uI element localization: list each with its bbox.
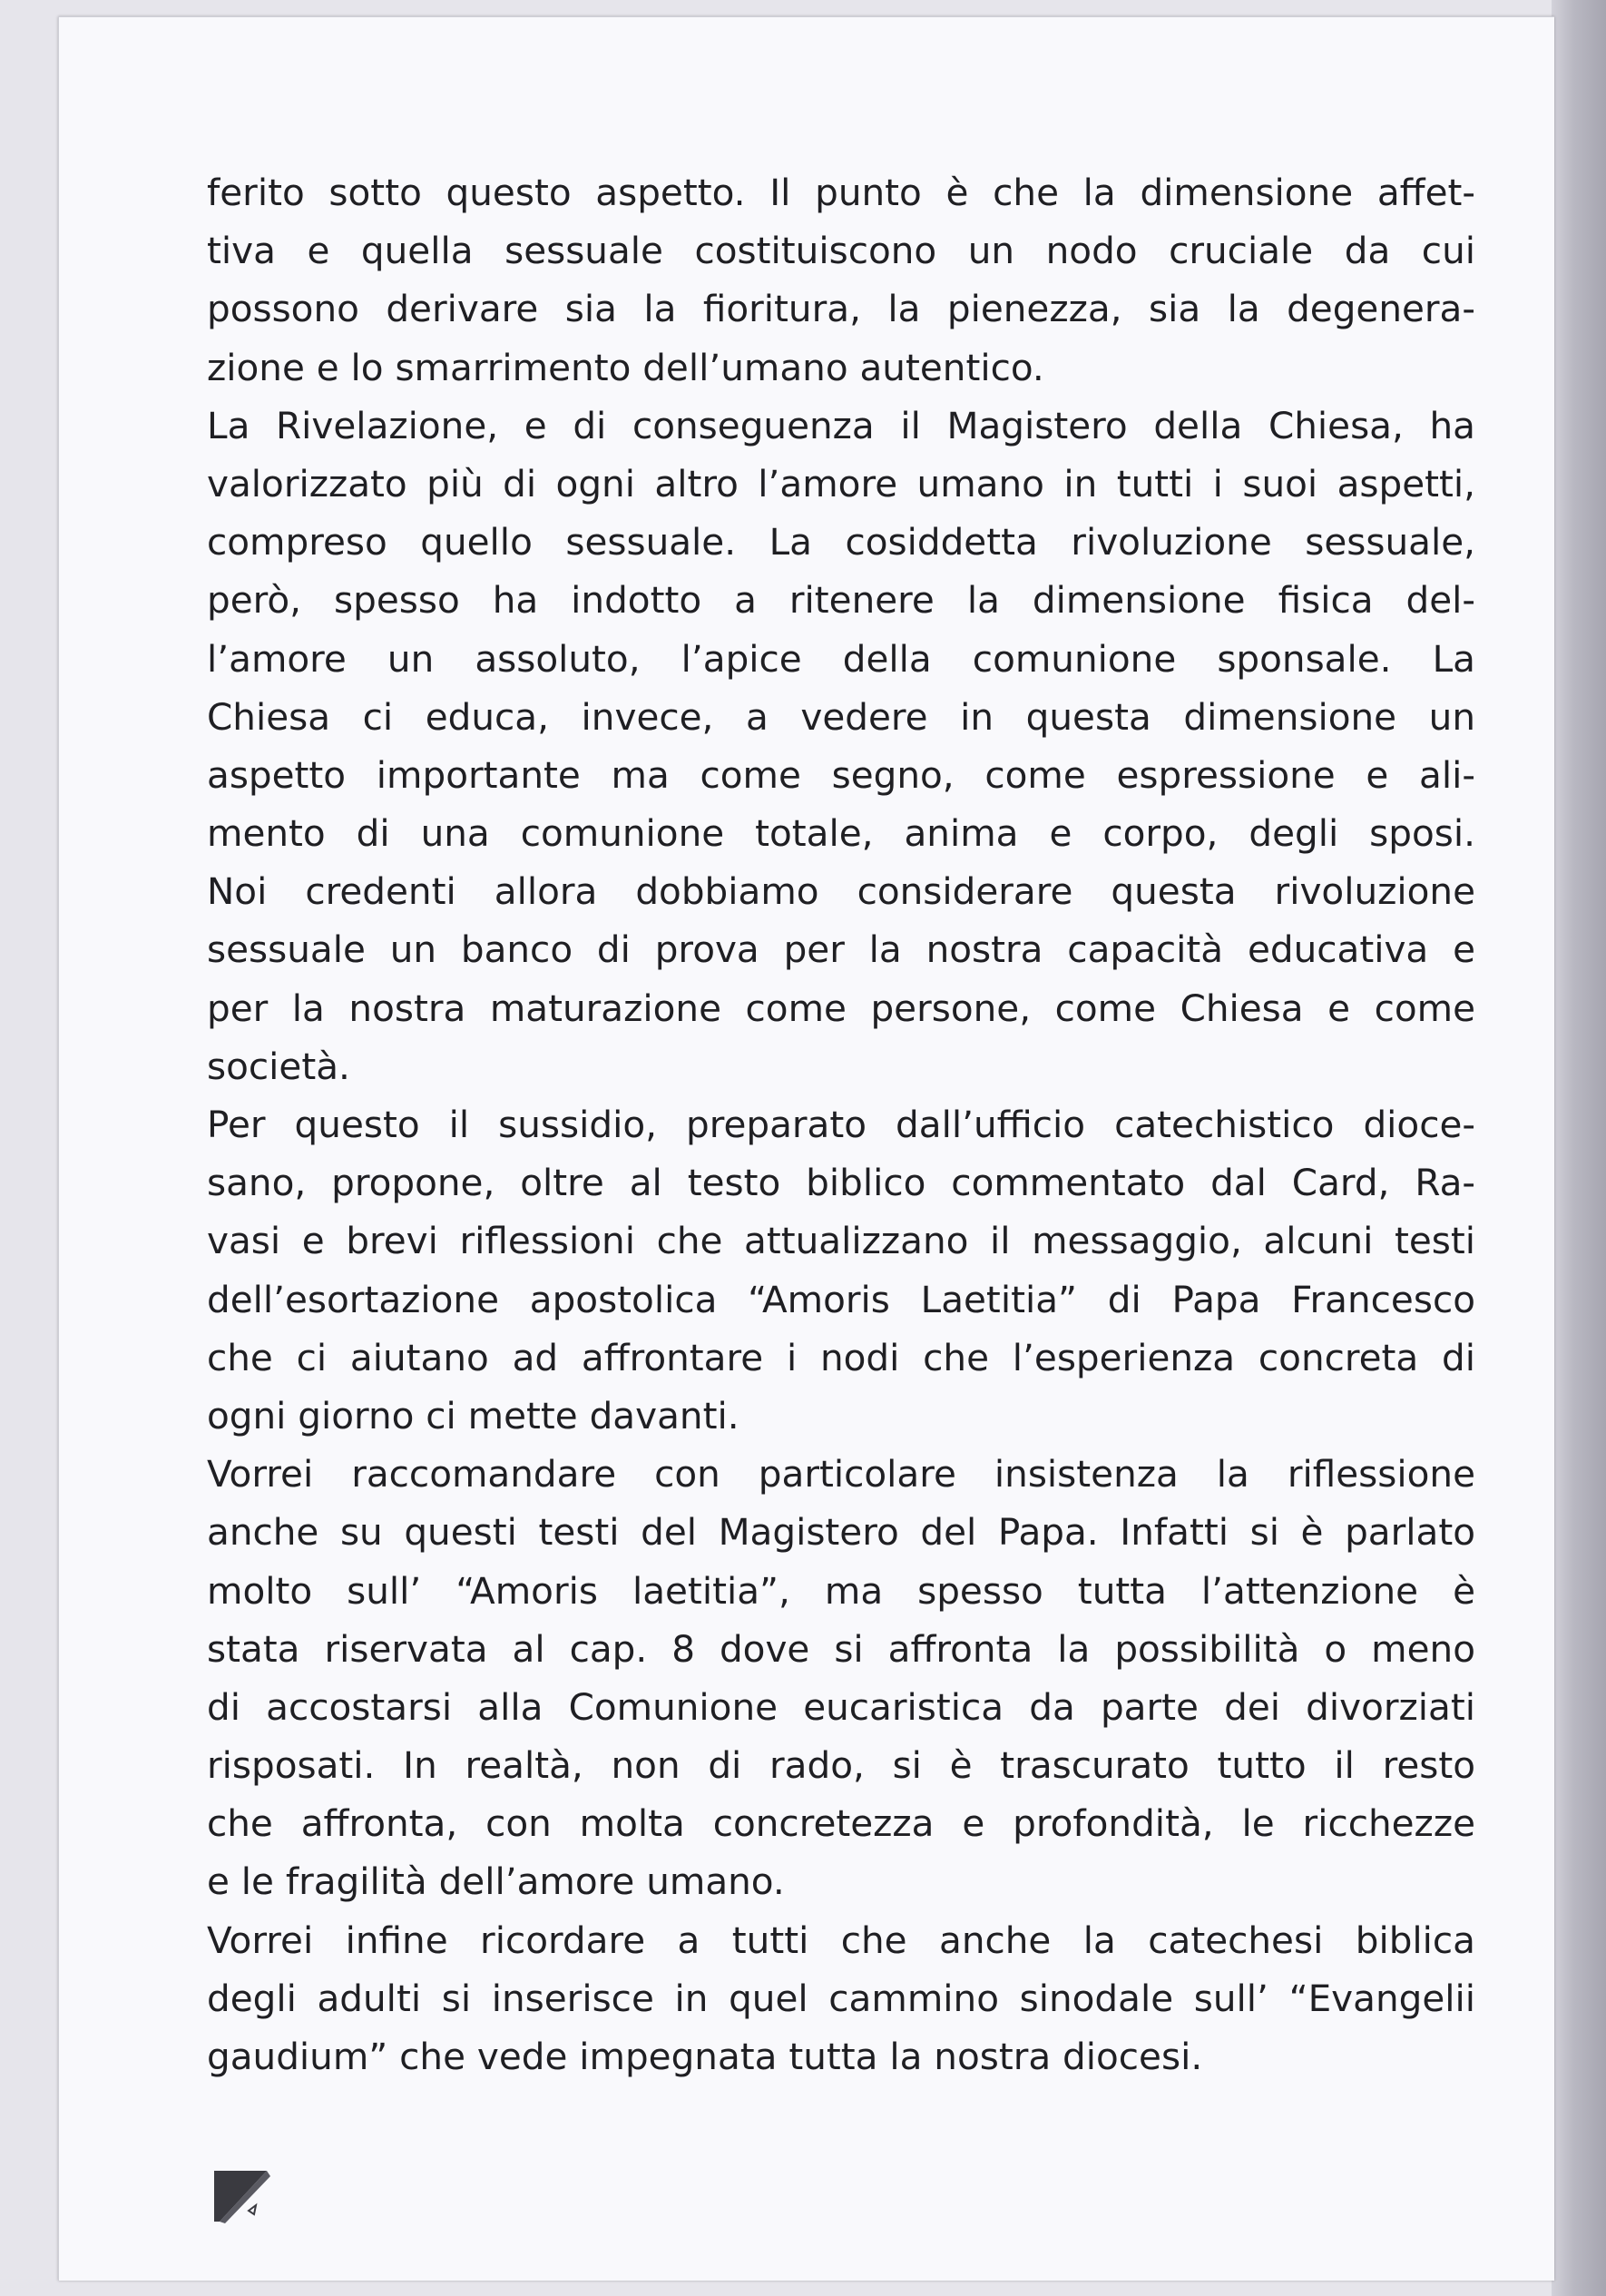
text-line: l’amore un assoluto, l’apice della comunione sponsale. La [207, 636, 1475, 681]
text-line: vasi e brevi riflessioni che attualizzano il messaggio, alcuni testi [207, 1219, 1475, 1263]
text-line: Vorrei infine ricordare a tutti che anche la catechesi biblica [207, 1918, 1475, 1962]
text-line: degli adulti si inserisce in quel cammino sinodale sull’ “Evangelii [207, 1976, 1475, 2020]
text-line: che ci aiutano ad affrontare i nodi che l’esperienza concreta di [207, 1335, 1475, 1379]
paragraph [207, 1911, 1475, 2086]
text-line: che affronta, con molta concretezza e profondità, le ricchezze [207, 1801, 1475, 1846]
paragraph [207, 1095, 1475, 1445]
body-text [207, 163, 1475, 2085]
paragraph [207, 397, 1475, 1095]
text-line: zione e lo smarrimento dell’umano autentico. [207, 345, 1044, 389]
text-line: Per questo il sussidio, preparato dall’ufficio catechistico dioce- [207, 1103, 1475, 1146]
paragraph [207, 1445, 1475, 1911]
text-line: possono derivare sia la fioritura, la pienezza, sia la degenera- [207, 287, 1475, 331]
book-spine-shadow [1552, 0, 1606, 2296]
text-line: di accostarsi alla Comunione eucaristica da parte dei divorziati [207, 1684, 1475, 1729]
text-line: Noi credenti allora dobbiamo considerare questa rivoluzione [207, 869, 1475, 914]
text-line: e le fragilità dell’amore umano. [207, 1859, 785, 1904]
triangle-arrow-icon [214, 2171, 287, 2225]
text-line: valorizzato più di ogni altro l’amore umano in tutti i suoi aspetti, [207, 461, 1475, 505]
text-line: mento di una comunione totale, anima e corpo, degli sposi. [207, 811, 1475, 856]
text-line: società. [207, 1044, 350, 1088]
text-line: dell’esortazione apostolica “Amoris Laetitia” di Papa Francesco [207, 1277, 1475, 1321]
text-line: gaudium” che vede impegnata tutta la nostra diocesi. [207, 2035, 1203, 2078]
text-line: sano, propone, oltre al testo biblico commentato dal Card, Ra- [207, 1161, 1475, 1205]
text-line: aspetto importante ma come segno, come espressione e ali- [207, 752, 1475, 797]
text-line: per la nostra maturazione come persone, come Chiesa e come [207, 986, 1475, 1030]
text-line: ferito sotto questo aspetto. Il punto è che la dimensione affet- [207, 171, 1475, 214]
text-line: Chiesa ci educa, invece, a vedere in questa dimensione un [207, 694, 1475, 739]
text-line: stata riservata al cap. 8 dove si affronta la possibilità o meno [207, 1626, 1475, 1671]
text-line: ogni giorno ci mette davanti. [207, 1393, 739, 1437]
paragraph [207, 163, 1475, 397]
text-line: Vorrei raccomandare con particolare insistenza la riflessione [207, 1452, 1475, 1496]
text-line: tiva e quella sessuale costituiscono un nodo cruciale da cui [207, 229, 1475, 273]
text-line: però, spesso ha indotto a ritenere la dimensione fisica del- [207, 578, 1475, 623]
text-line: La Rivelazione, e di conseguenza il Magistero della Chiesa, ha [207, 403, 1475, 447]
text-line: compreso quello sessuale. La cosiddetta rivoluzione sessuale, [207, 520, 1475, 564]
text-line: sessuale un banco di prova per la nostra capacità educativa e [207, 927, 1475, 972]
text-line: molto sull’ “Amoris laetitia”, ma spesso tutta l’attenzione è [207, 1568, 1475, 1613]
text-line: risposati. In realtà, non di rado, si è trascurato tutto il resto [207, 1743, 1475, 1788]
text-line: anche su questi testi del Magistero del Papa. Infatti si è parlato [207, 1510, 1475, 1555]
